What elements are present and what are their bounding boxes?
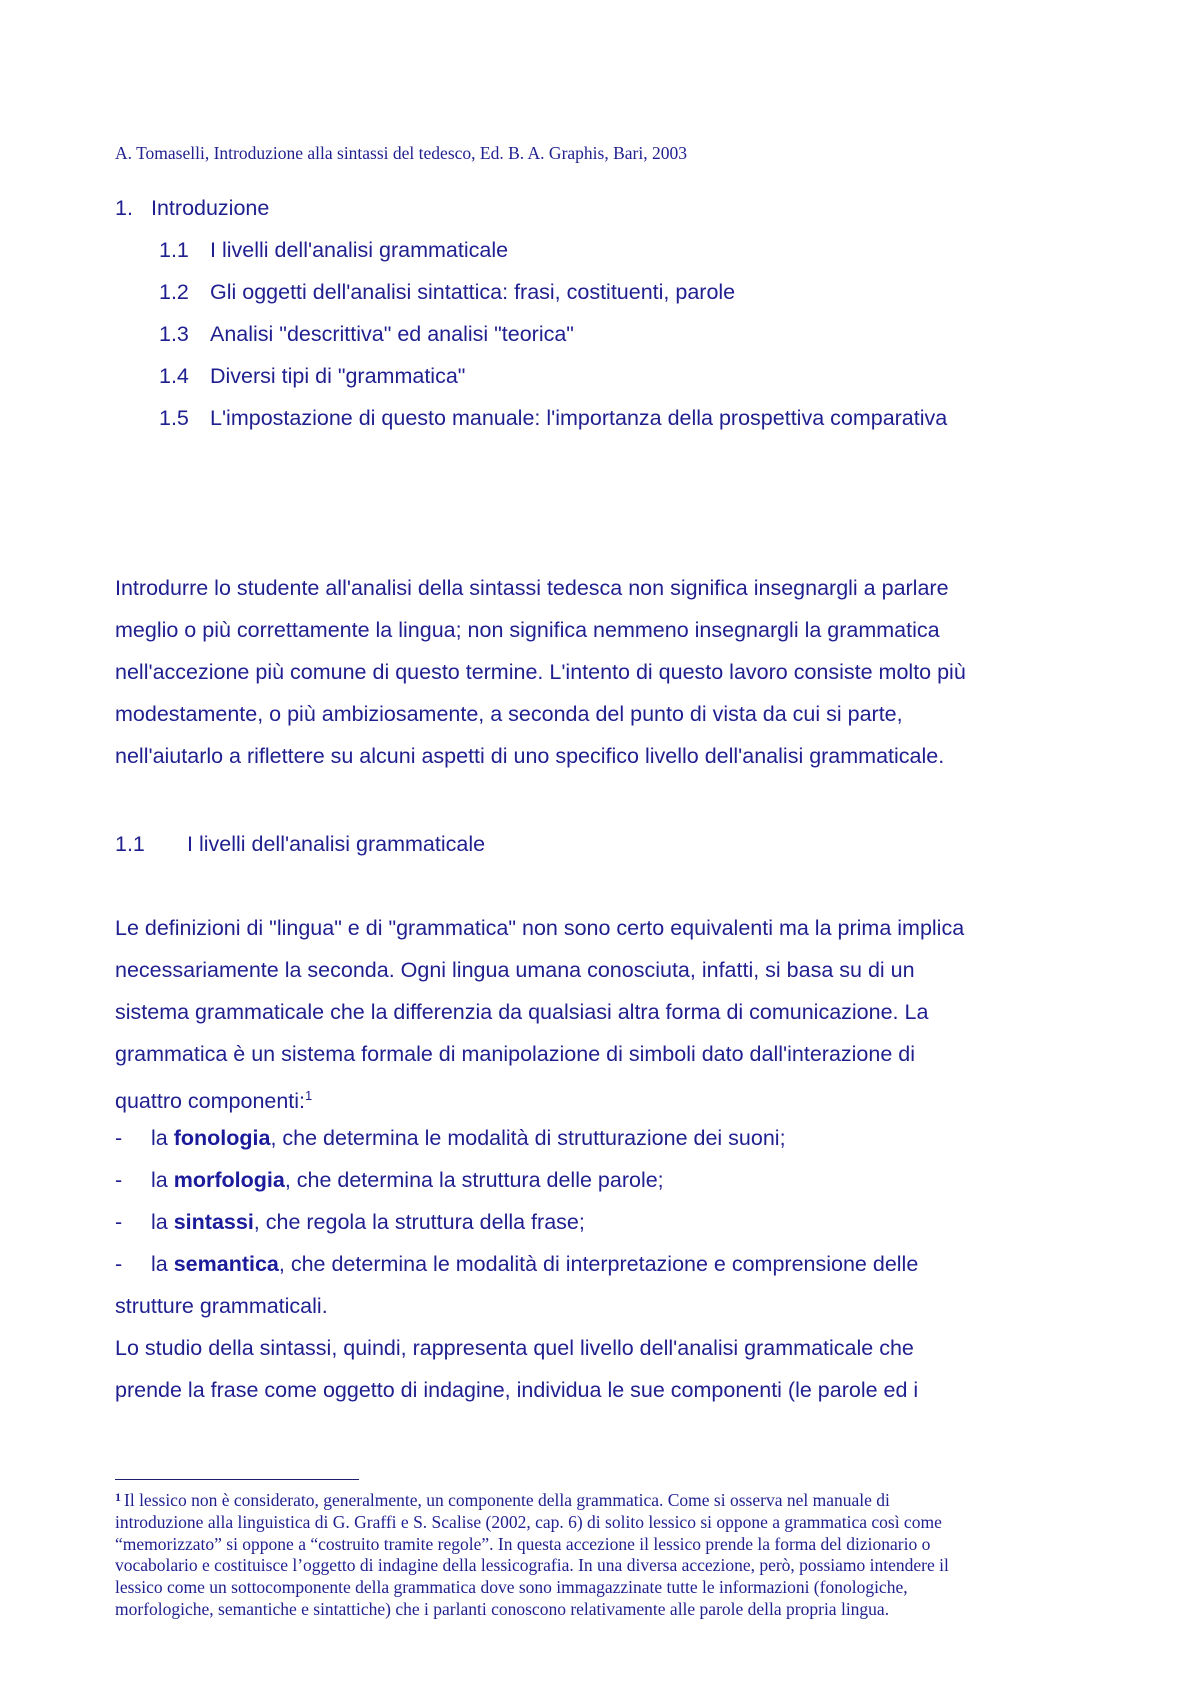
text-line: meglio o più correttamente la lingua; non significa nemmeno insegnargli la grammatica [115,618,940,642]
components-intro: quattro componenti: [115,1089,306,1113]
list-dash: - [115,1126,123,1150]
footnote [115,1487,1115,1621]
toc-item-number: 1.5 [159,406,189,430]
footnote-line: morfologiche, semantiche e sintattiche) che i parlanti conoscono relativamente alle parole della propria lingua. [115,1598,890,1619]
text-line: nell'aiutarlo a riflettere su alcuni aspetti di uno specifico livello dell'analisi grammaticale. [115,744,945,768]
toc-item [159,361,465,391]
section-heading-label: I livelli dell'analisi grammaticale [187,832,486,856]
toc-chapter-number: 1. [115,196,133,220]
component-prefix: la [151,1210,174,1234]
term-fonologia: fonologia [173,1126,271,1150]
footnote-line [115,1487,1115,1512]
text-line: prende la frase come oggetto di indagine, individua le sue componenti (le parole ed i [115,1378,919,1402]
citation: A. Tomaselli, Introduzione alla sintassi del tedesco, Ed. B. A. Graphis, Bari, 2003 [115,143,687,163]
term-semantica: semantica [173,1252,279,1276]
component-item [115,1159,1115,1201]
toc-item [159,277,735,307]
footnote-text: Il lessico non è considerato, generalmente, un componente della grammatica. Come si osserva nel manuale di [124,1490,890,1510]
text-line: modestamente, o più ambiziosamente, a seconda del punto di vista da cui si parte, [115,702,903,726]
toc-item [159,319,574,349]
footnote-line: “memorizzato” si oppone a “costruito tramite regole”. In questa accezione il lessico prende la forma del dizionario o [115,1533,931,1554]
footnote-line: introduzione alla linguistica di G. Graffi e S. Scalise (2002, cap. 6) di solito lessico si oppone a grammatica così come [115,1511,942,1532]
component-item [115,1201,1115,1243]
list-dash: - [115,1210,123,1234]
footnote-line: vocabolario e costituisce l’oggetto di indagine della lessicografia. In una diversa accezione, però, possiamo intendere il [115,1555,949,1576]
text-line: nell'accezione più comune di questo termine. L'intento di questo lavoro consiste molto più [115,660,966,684]
text-line: necessariamente la seconda. Ogni lingua umana conosciuta, infatti, si basa su di un [115,958,915,982]
toc-item [159,403,947,433]
section-heading [115,823,485,865]
toc-item-number: 1.4 [159,364,189,388]
toc-item-label: I livelli dell'analisi grammaticale [210,238,509,262]
footnote-reference[interactable]: 1 [305,1088,313,1103]
list-dash: - [115,1252,123,1276]
toc-item-label: L'impostazione di questo manuale: l'importanza della prospettiva comparativa [210,406,948,430]
component-item [115,1243,1115,1285]
toc-item-number: 1.2 [159,280,189,304]
intro-paragraph [115,567,1115,777]
text-line [115,1075,1115,1117]
text-line: Introdurre lo studente all'analisi della sintassi tedesca non significa insegnargli a parlare [115,576,949,600]
component-prefix: la [151,1126,174,1150]
term-sintassi: sintassi [173,1210,254,1234]
text-line: Le definizioni di "lingua" e di "grammatica" non sono certo equivalenti ma la prima implica [115,916,965,940]
component-description: , che determina le modalità di strutturazione dei suoni; [270,1126,786,1150]
toc-chapter-label: Introduzione [151,196,270,220]
text-line: Lo studio della sintassi, quindi, rappresenta quel livello dell'analisi grammaticale che [115,1336,914,1360]
component-item [115,1117,1115,1159]
component-description: , che determina le modalità di interpretazione e comprensione delle [278,1252,919,1276]
text-line: strutture grammaticali. [115,1294,328,1318]
toc-item-number: 1.1 [159,238,189,262]
footnote-line: lessico come un sottocomponente della grammatica dove sono immagazzinate tutte le informazioni (fonologiche, [115,1577,908,1598]
toc-item-label: Gli oggetti dell'analisi sintattica: frasi, costituenti, parole [210,280,736,304]
toc-item [159,235,508,265]
footnote-separator [115,1479,359,1480]
body-paragraph [115,907,1115,1411]
text-line: grammatica è un sistema formale di manipolazione di simboli dato dall'interazione di [115,1042,916,1066]
footnote-marker: 1 [115,1490,121,1504]
component-prefix: la [151,1168,174,1192]
term-morfologia: morfologia [173,1168,285,1192]
toc-chapter [115,193,269,223]
toc-item-label: Diversi tipi di "grammatica" [210,364,466,388]
toc-item-number: 1.3 [159,322,189,346]
list-dash: - [115,1168,123,1192]
text-line: sistema grammaticale che la differenzia da qualsiasi altra forma di comunicazione. La [115,1000,929,1024]
component-prefix: la [151,1252,174,1276]
component-description: , che determina la struttura delle parole; [284,1168,664,1192]
toc-item-label: Analisi "descrittiva" ed analisi "teorica" [210,322,574,346]
section-heading-number: 1.1 [115,832,145,856]
component-description: , che regola la struttura della frase; [253,1210,585,1234]
